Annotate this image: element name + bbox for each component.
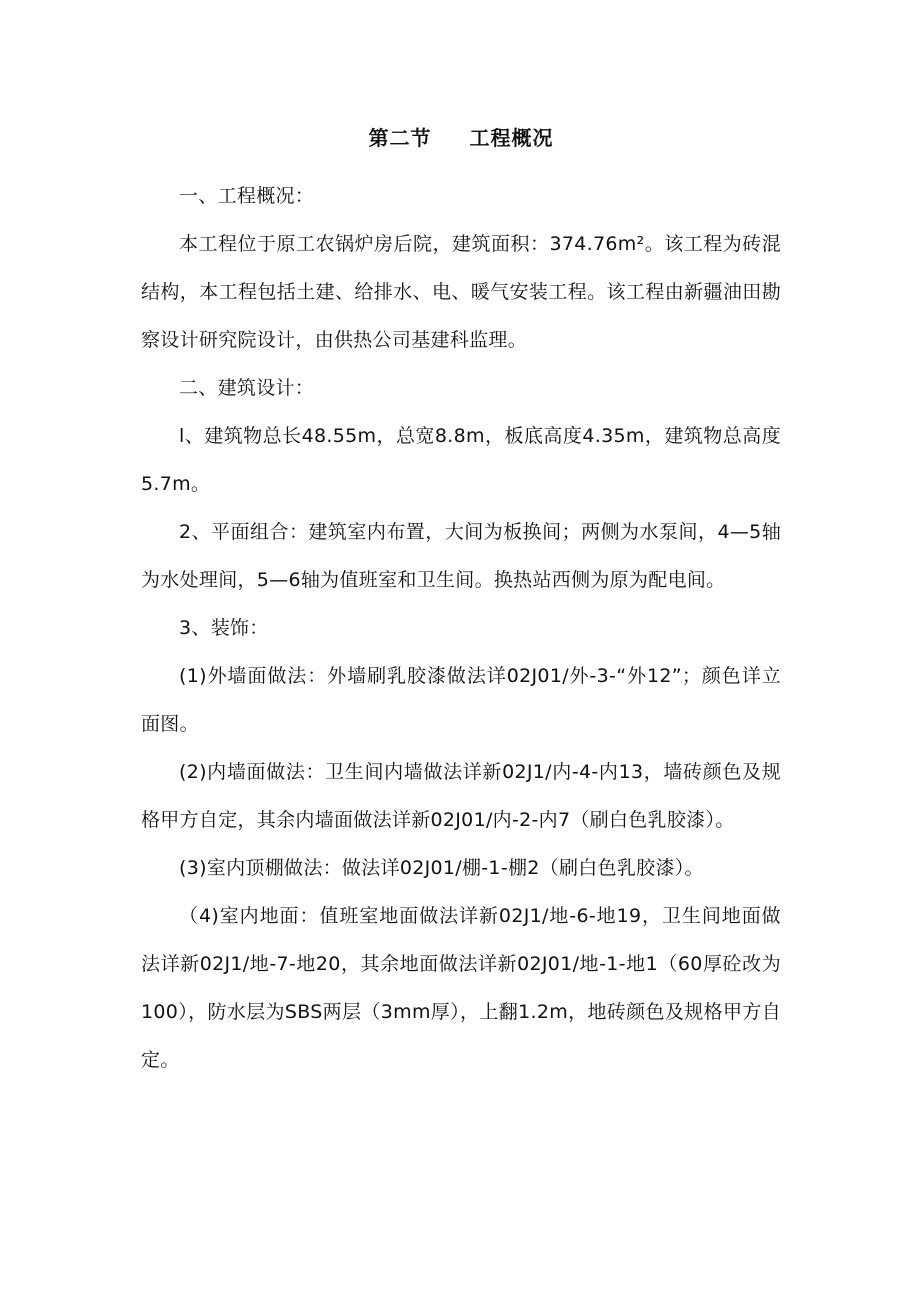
paragraph-project-overview: 本工程位于原工农锅炉房后院，建筑面积：374.76m²。该工程为砖混结构，本工程包括土建、给排水、电、暖气安装工程。该工程由新疆油田勘察设计研究院设计，由供热公司基建科监理。 [141, 233, 781, 351]
document-page [141, 118, 781, 1084]
section-heading: 工程概况 [469, 126, 554, 150]
heading-project-overview: 一、工程概况： [179, 185, 315, 207]
heading-architectural-design: 二、建筑设计： [179, 377, 315, 399]
paragraph-interior-wall: (2)内墙面做法：卫生间内墙做法详新02J1/内-4-内13，墙砖颜色及规格甲方自定，其余内墙面做法详新02J01/内-2-内7（刷白色乳胶漆）。 [141, 761, 781, 831]
paragraph-exterior-wall: (1)外墙面做法：外墙刷乳胶漆做法详02J01/外-3-“外12”；颜色详立面图。 [141, 665, 781, 735]
paragraph-building-dimensions: l、建筑物总长48.55m，总宽8.8m，板底高度4.35m，建筑物总高度5.7m。 [141, 425, 781, 495]
paragraph-floor: （4)室内地面：值班室地面做法详新02J1/地-6-地19，卫生间地面做法详新02J1/地-7-地20，其余地面做法详新02J01/地-1-地1（60厚砼改为100），防水层为SBS两层（3mm厚），上翻1.2m，地砖颜色及规格甲方自定。 [141, 905, 781, 1071]
section-number: 第二节 [368, 126, 432, 150]
heading-decoration: 3、装饰： [179, 617, 269, 639]
paragraph-floor-layout: 2、平面组合：建筑室内布置，大间为板换间；两侧为水泵间，4—5轴为水处理间，5—6轴为值班室和卫生间。换热站西侧为原为配电间。 [141, 521, 781, 591]
paragraph-ceiling: (3)室内顶棚做法：做法详02J01/棚-1-棚2（刷白色乳胶漆）。 [179, 857, 704, 879]
section-title [141, 118, 781, 158]
